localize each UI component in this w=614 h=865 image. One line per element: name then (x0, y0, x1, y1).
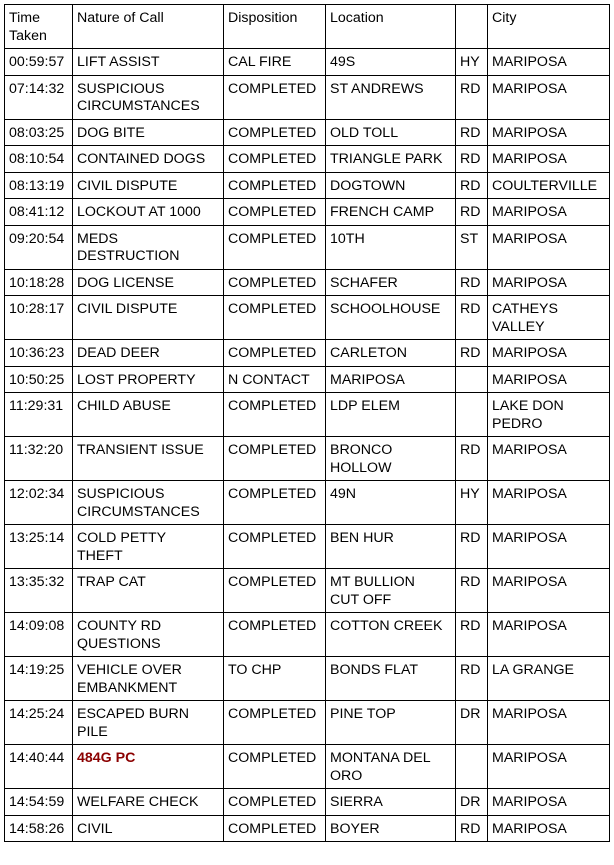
time-cell: 08:10:54 (5, 146, 73, 173)
suffix-cell: RD (456, 146, 488, 173)
table-row (5, 657, 610, 701)
table-row (5, 815, 610, 842)
disposition-cell: COMPLETED (224, 296, 326, 340)
nature-cell: COUNTY RD QUESTIONS (73, 613, 224, 657)
table-row (5, 199, 610, 226)
table-row (5, 613, 610, 657)
time-cell: 14:19:25 (5, 657, 73, 701)
time-cell: 08:41:12 (5, 199, 73, 226)
location-cell: FRENCH CAMP (326, 199, 456, 226)
table-row (5, 75, 610, 119)
disposition-cell: COMPLETED (224, 569, 326, 613)
suffix-cell (456, 366, 488, 393)
city-cell: LAKE DON PEDRO (488, 393, 610, 437)
disposition-cell: COMPLETED (224, 393, 326, 437)
city-cell: MARIPOSA (488, 815, 610, 842)
city-cell: MARIPOSA (488, 49, 610, 76)
table-row (5, 172, 610, 199)
time-cell: 08:03:25 (5, 119, 73, 146)
nature-cell: TRAP CAT (73, 569, 224, 613)
time-cell: 00:59:57 (5, 49, 73, 76)
city-cell: MARIPOSA (488, 146, 610, 173)
time-cell: 14:25:24 (5, 701, 73, 745)
table-body (5, 49, 610, 842)
nature-cell: DOG BITE (73, 119, 224, 146)
suffix-cell: RD (456, 119, 488, 146)
table-row (5, 437, 610, 481)
suffix-cell: RD (456, 340, 488, 367)
time-cell: 10:36:23 (5, 340, 73, 367)
location-cell: SIERRA (326, 789, 456, 816)
table-row (5, 525, 610, 569)
disposition-cell: COMPLETED (224, 75, 326, 119)
suffix-cell: DR (456, 789, 488, 816)
disposition-cell: N CONTACT (224, 366, 326, 393)
location-cell: BEN HUR (326, 525, 456, 569)
location-cell: BRONCO HOLLOW (326, 437, 456, 481)
table-row (5, 701, 610, 745)
table-row (5, 146, 610, 173)
time-cell: 07:14:32 (5, 75, 73, 119)
time-cell: 08:13:19 (5, 172, 73, 199)
city-cell: MARIPOSA (488, 340, 610, 367)
disposition-cell: COMPLETED (224, 146, 326, 173)
suffix-cell: ST (456, 225, 488, 269)
nature-cell: 484G PC (73, 745, 224, 789)
nature-cell: CONTAINED DOGS (73, 146, 224, 173)
location-cell: PINE TOP (326, 701, 456, 745)
city-cell: MARIPOSA (488, 225, 610, 269)
nature-cell: COLD PETTY THEFT (73, 525, 224, 569)
nature-cell: LOCKOUT AT 1000 (73, 199, 224, 226)
time-cell: 14:54:59 (5, 789, 73, 816)
time-cell: 13:25:14 (5, 525, 73, 569)
city-cell: MARIPOSA (488, 269, 610, 296)
location-cell: ST ANDREWS (326, 75, 456, 119)
table-row (5, 49, 610, 76)
table-row (5, 481, 610, 525)
city-cell: MARIPOSA (488, 366, 610, 393)
city-cell: MARIPOSA (488, 481, 610, 525)
location-cell: TRIANGLE PARK (326, 146, 456, 173)
location-cell: 49N (326, 481, 456, 525)
nature-cell: CHILD ABUSE (73, 393, 224, 437)
location-cell: LDP ELEM (326, 393, 456, 437)
disposition-cell: COMPLETED (224, 481, 326, 525)
suffix-cell: RD (456, 269, 488, 296)
nature-cell: VEHICLE OVER EMBANKMENT (73, 657, 224, 701)
suffix-cell: HY (456, 49, 488, 76)
suffix-cell: RD (456, 296, 488, 340)
nature-cell: MEDS DESTRUCTION (73, 225, 224, 269)
suffix-cell: RD (456, 172, 488, 199)
suffix-cell: HY (456, 481, 488, 525)
disposition-cell: COMPLETED (224, 745, 326, 789)
time-cell: 14:09:08 (5, 613, 73, 657)
suffix-cell: RD (456, 437, 488, 481)
header-city: City (488, 5, 610, 49)
time-cell: 11:29:31 (5, 393, 73, 437)
suffix-cell: RD (456, 569, 488, 613)
time-cell: 14:40:44 (5, 745, 73, 789)
location-cell: 10TH (326, 225, 456, 269)
nature-cell: ESCAPED BURN PILE (73, 701, 224, 745)
nature-cell: SUSPICIOUS CIRCUMSTANCES (73, 481, 224, 525)
city-cell: MARIPOSA (488, 789, 610, 816)
table-row (5, 296, 610, 340)
city-cell: MARIPOSA (488, 701, 610, 745)
header-suffix (456, 5, 488, 49)
table-row (5, 340, 610, 367)
disposition-cell: COMPLETED (224, 701, 326, 745)
disposition-cell: COMPLETED (224, 340, 326, 367)
city-cell: MARIPOSA (488, 569, 610, 613)
time-cell: 10:50:25 (5, 366, 73, 393)
time-cell: 10:18:28 (5, 269, 73, 296)
disposition-cell: COMPLETED (224, 437, 326, 481)
time-cell: 13:35:32 (5, 569, 73, 613)
disposition-cell: COMPLETED (224, 172, 326, 199)
location-cell: SCHOOLHOUSE (326, 296, 456, 340)
location-cell: OLD TOLL (326, 119, 456, 146)
nature-cell: DOG LICENSE (73, 269, 224, 296)
nature-cell: WELFARE CHECK (73, 789, 224, 816)
disposition-cell: COMPLETED (224, 613, 326, 657)
table-row (5, 393, 610, 437)
city-cell: MARIPOSA (488, 613, 610, 657)
table-row (5, 269, 610, 296)
suffix-cell: RD (456, 613, 488, 657)
nature-cell: DEAD DEER (73, 340, 224, 367)
location-cell: MT BULLION CUT OFF (326, 569, 456, 613)
suffix-cell (456, 393, 488, 437)
city-cell: LA GRANGE (488, 657, 610, 701)
time-cell: 12:02:34 (5, 481, 73, 525)
city-cell: MARIPOSA (488, 745, 610, 789)
city-cell: MARIPOSA (488, 525, 610, 569)
nature-cell: CIVIL DISPUTE (73, 172, 224, 199)
disposition-cell: COMPLETED (224, 269, 326, 296)
disposition-cell: COMPLETED (224, 789, 326, 816)
header-location: Location (326, 5, 456, 49)
time-cell: 14:58:26 (5, 815, 73, 842)
location-cell: COTTON CREEK (326, 613, 456, 657)
suffix-cell: RD (456, 815, 488, 842)
location-cell: MONTANA DEL ORO (326, 745, 456, 789)
city-cell: MARIPOSA (488, 437, 610, 481)
header-nature-of-call: Nature of Call (73, 5, 224, 49)
suffix-cell: RD (456, 525, 488, 569)
location-cell: MARIPOSA (326, 366, 456, 393)
disposition-cell: COMPLETED (224, 225, 326, 269)
suffix-cell (456, 745, 488, 789)
time-cell: 11:32:20 (5, 437, 73, 481)
table-row (5, 119, 610, 146)
city-cell: CATHEYS VALLEY (488, 296, 610, 340)
city-cell: MARIPOSA (488, 75, 610, 119)
city-cell: COULTERVILLE (488, 172, 610, 199)
disposition-cell: COMPLETED (224, 119, 326, 146)
nature-cell: LOST PROPERTY (73, 366, 224, 393)
city-cell: MARIPOSA (488, 199, 610, 226)
location-cell: BOYER (326, 815, 456, 842)
disposition-cell: COMPLETED (224, 525, 326, 569)
nature-cell: TRANSIENT ISSUE (73, 437, 224, 481)
location-cell: SCHAFER (326, 269, 456, 296)
table-row (5, 745, 610, 789)
location-cell: BONDS FLAT (326, 657, 456, 701)
disposition-cell: CAL FIRE (224, 49, 326, 76)
header-row (5, 5, 610, 49)
header-disposition: Disposition (224, 5, 326, 49)
time-cell: 09:20:54 (5, 225, 73, 269)
header-time-taken: Time Taken (5, 5, 73, 49)
suffix-cell: DR (456, 701, 488, 745)
nature-cell: SUSPICIOUS CIRCUMSTANCES (73, 75, 224, 119)
suffix-cell: RD (456, 75, 488, 119)
disposition-cell: COMPLETED (224, 199, 326, 226)
suffix-cell: RD (456, 199, 488, 226)
nature-cell: CIVIL DISPUTE (73, 296, 224, 340)
nature-cell: CIVIL (73, 815, 224, 842)
city-cell: MARIPOSA (488, 119, 610, 146)
table-row (5, 789, 610, 816)
suffix-cell: RD (456, 657, 488, 701)
table-row (5, 225, 610, 269)
location-cell: 49S (326, 49, 456, 76)
nature-cell: LIFT ASSIST (73, 49, 224, 76)
table-row (5, 366, 610, 393)
disposition-cell: TO CHP (224, 657, 326, 701)
time-cell: 10:28:17 (5, 296, 73, 340)
location-cell: CARLETON (326, 340, 456, 367)
disposition-cell: COMPLETED (224, 815, 326, 842)
call-log-table (4, 4, 610, 842)
table-row (5, 569, 610, 613)
location-cell: DOGTOWN (326, 172, 456, 199)
